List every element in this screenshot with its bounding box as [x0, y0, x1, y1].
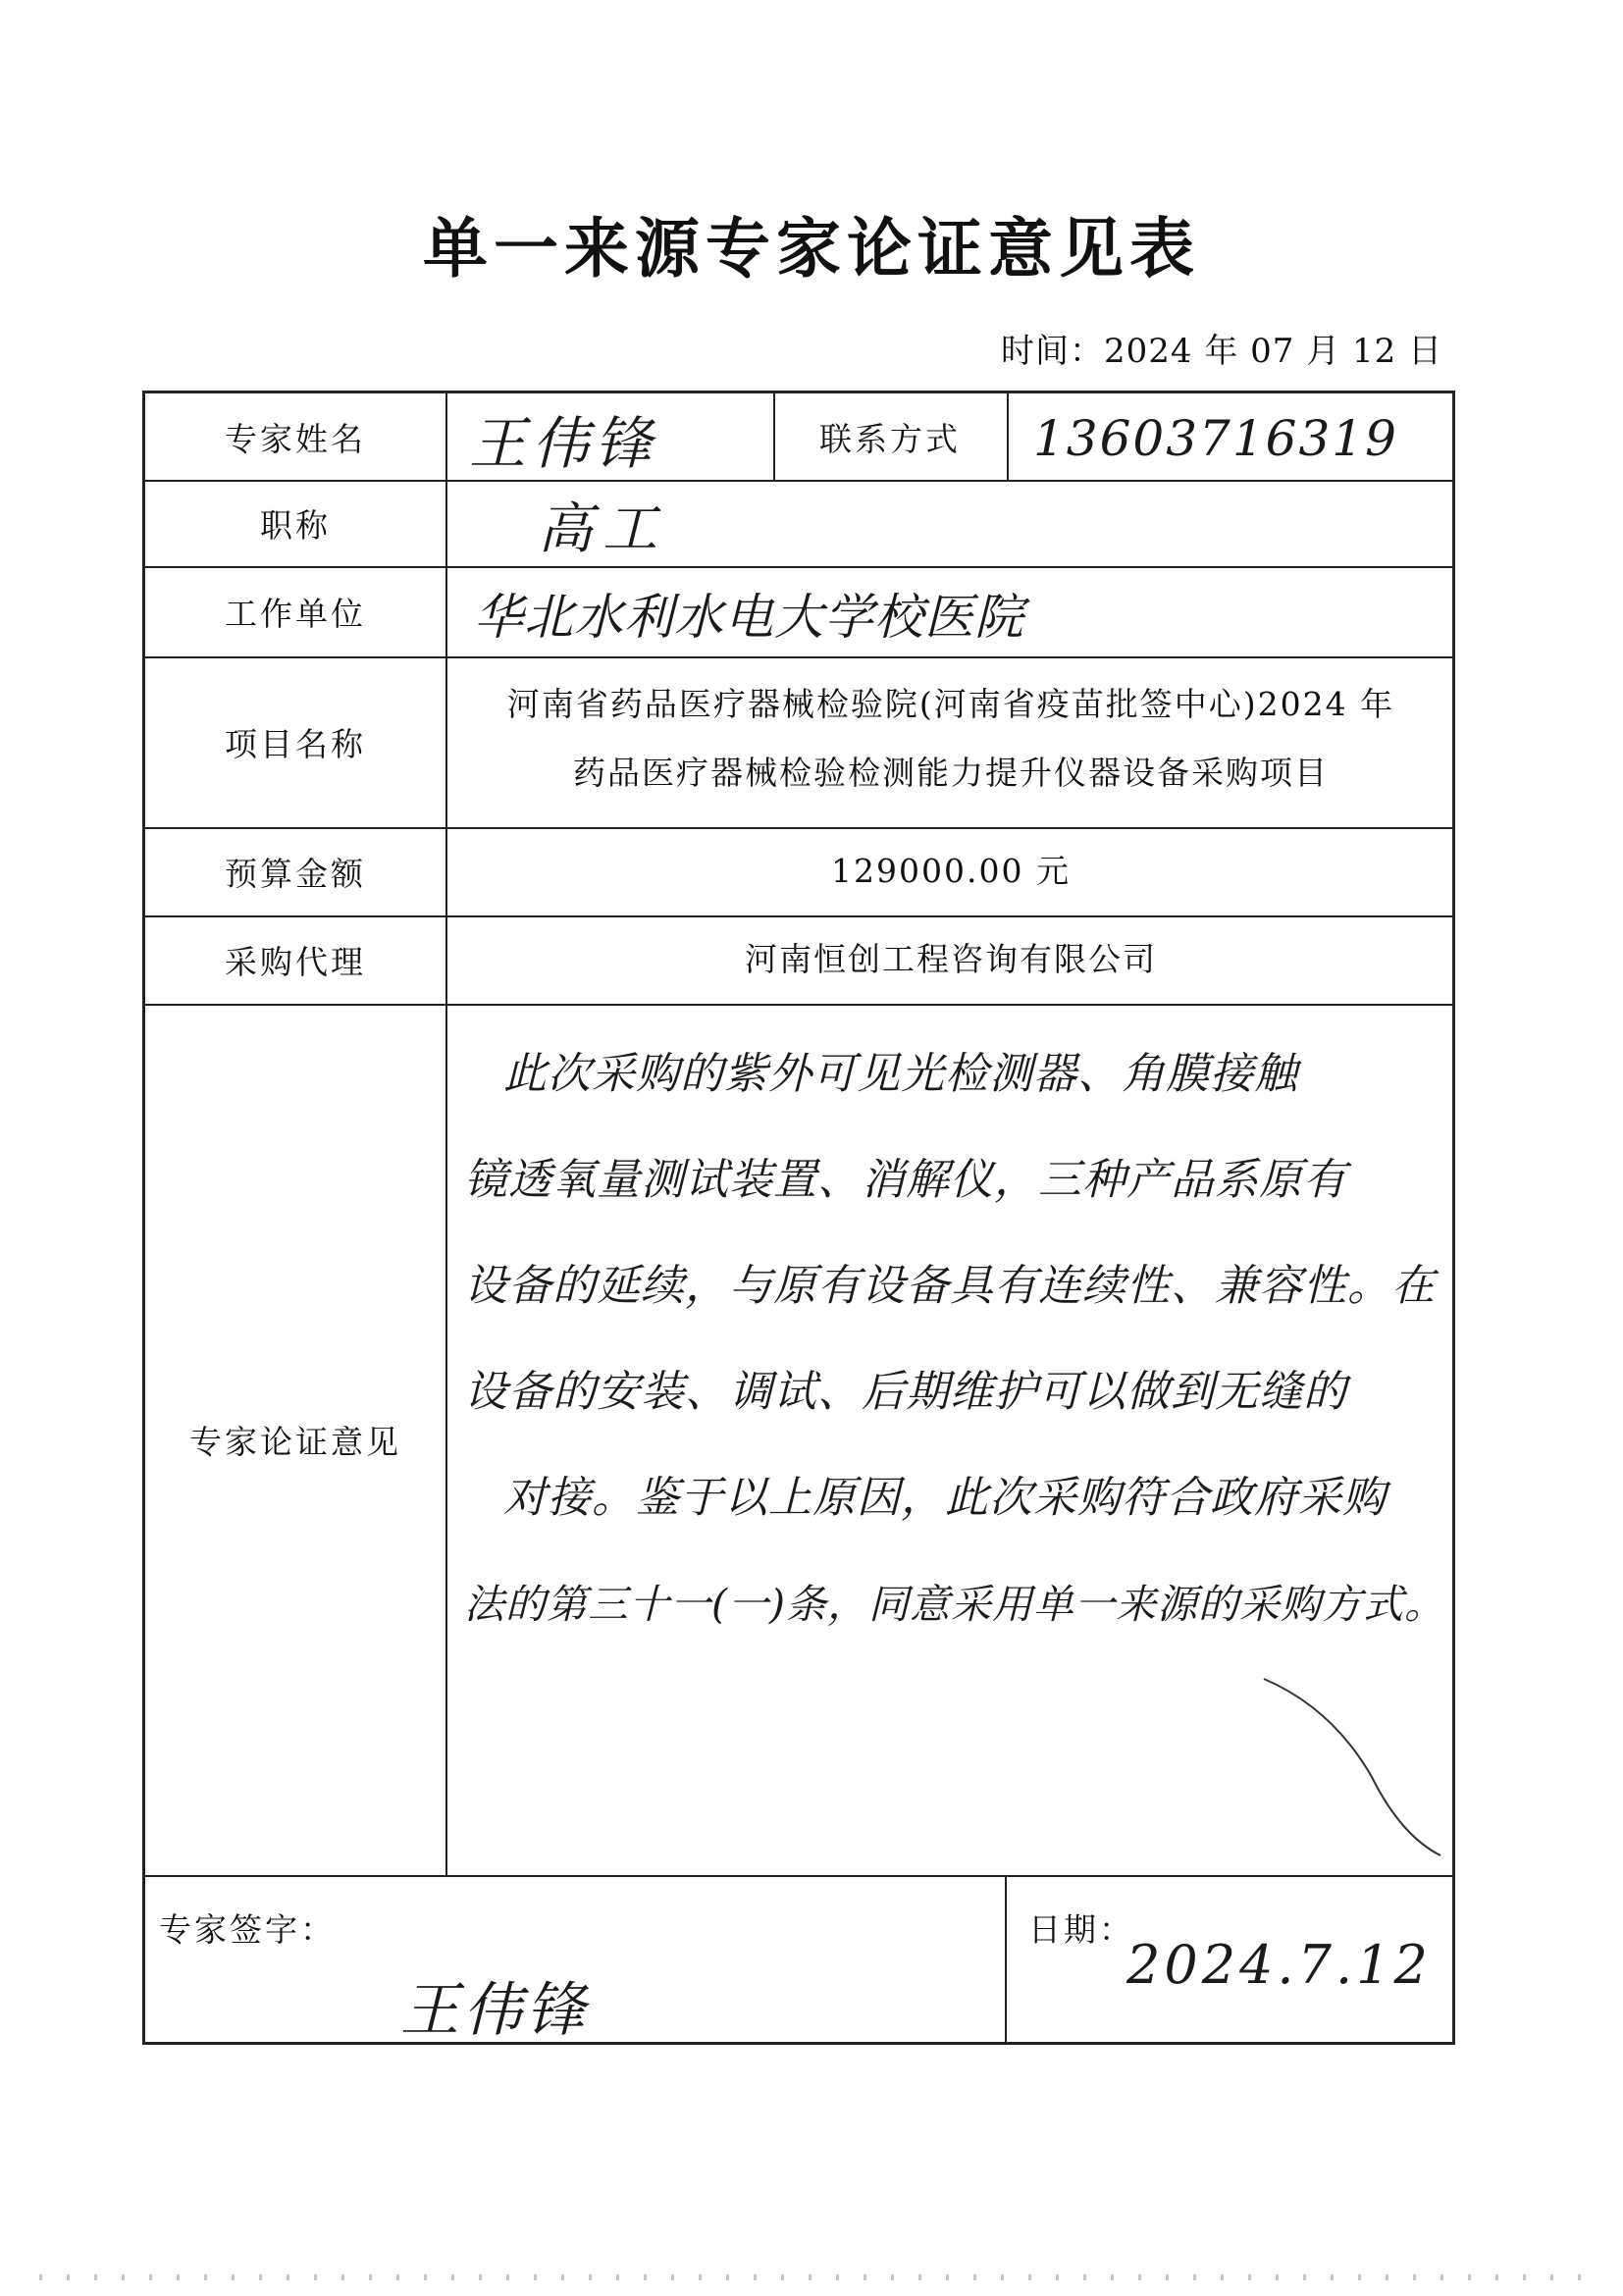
opinion-line: 镜透氧量测试装置、消解仪，三种产品系原有 — [464, 1155, 1347, 1205]
opinion-handwritten — [464, 1021, 1445, 1657]
project-name — [449, 670, 1452, 808]
opinion-line: 设备的安装、调试、后期维护可以做到无缝的 — [464, 1367, 1347, 1417]
work-unit-label: 工作单位 — [225, 594, 366, 633]
budget-label: 预算金额 — [225, 854, 366, 893]
document-date: 时间：2024 年 07 月 12 日 — [1001, 332, 1443, 371]
sign-date-handwritten: 2024.7.12 — [1126, 1934, 1432, 1996]
project-name-line-1: 河南省药品医疗器械检验院(河南省疫苗批签中心)2024 年 — [506, 685, 1395, 723]
opinion-label: 专家论证意见 — [189, 1422, 401, 1461]
signature-label: 专家签字： — [159, 1910, 336, 1949]
expert-name-label: 专家姓名 — [225, 419, 366, 458]
contact-label: 联系方式 — [819, 419, 961, 458]
page-title: 单一来源专家论证意见表 — [423, 211, 1200, 287]
project-label: 项目名称 — [225, 724, 366, 763]
contact-handwritten: 13603716319 — [1033, 410, 1398, 467]
agent-label: 采购代理 — [225, 942, 366, 981]
agent-value: 河南恒创工程咨询有限公司 — [745, 940, 1157, 978]
pen-stroke-mark — [1254, 1669, 1450, 1865]
opinion-line: 设备的延续，与原有设备具有连续性、兼容性。在 — [464, 1261, 1436, 1311]
title-label: 职称 — [260, 505, 331, 545]
work-unit-handwritten: 华北水利水电大学校医院 — [474, 589, 1024, 646]
signature-handwritten: 王伟锋 — [400, 1976, 589, 2045]
expert-opinion-form — [142, 391, 1455, 2045]
opinion-line: 此次采购的紫外可见光检测器、角膜接触 — [503, 1049, 1298, 1099]
scan-artifact — [39, 2274, 1590, 2280]
project-name-line-2: 药品医疗器械检验检测能力提升仪器设备采购项目 — [573, 754, 1329, 792]
expert-name-handwritten: 王伟锋 — [469, 410, 658, 477]
opinion-line: 法的第三十一(一)条，同意采用单一来源的采购方式。 — [464, 1581, 1445, 1628]
sign-date-label: 日期： — [1028, 1910, 1134, 1949]
opinion-line: 对接。鉴于以上原因，此次采购符合政府采购 — [503, 1473, 1387, 1523]
budget-value: 129000.00 元 — [831, 852, 1071, 890]
title-handwritten: 高工 — [538, 497, 667, 561]
